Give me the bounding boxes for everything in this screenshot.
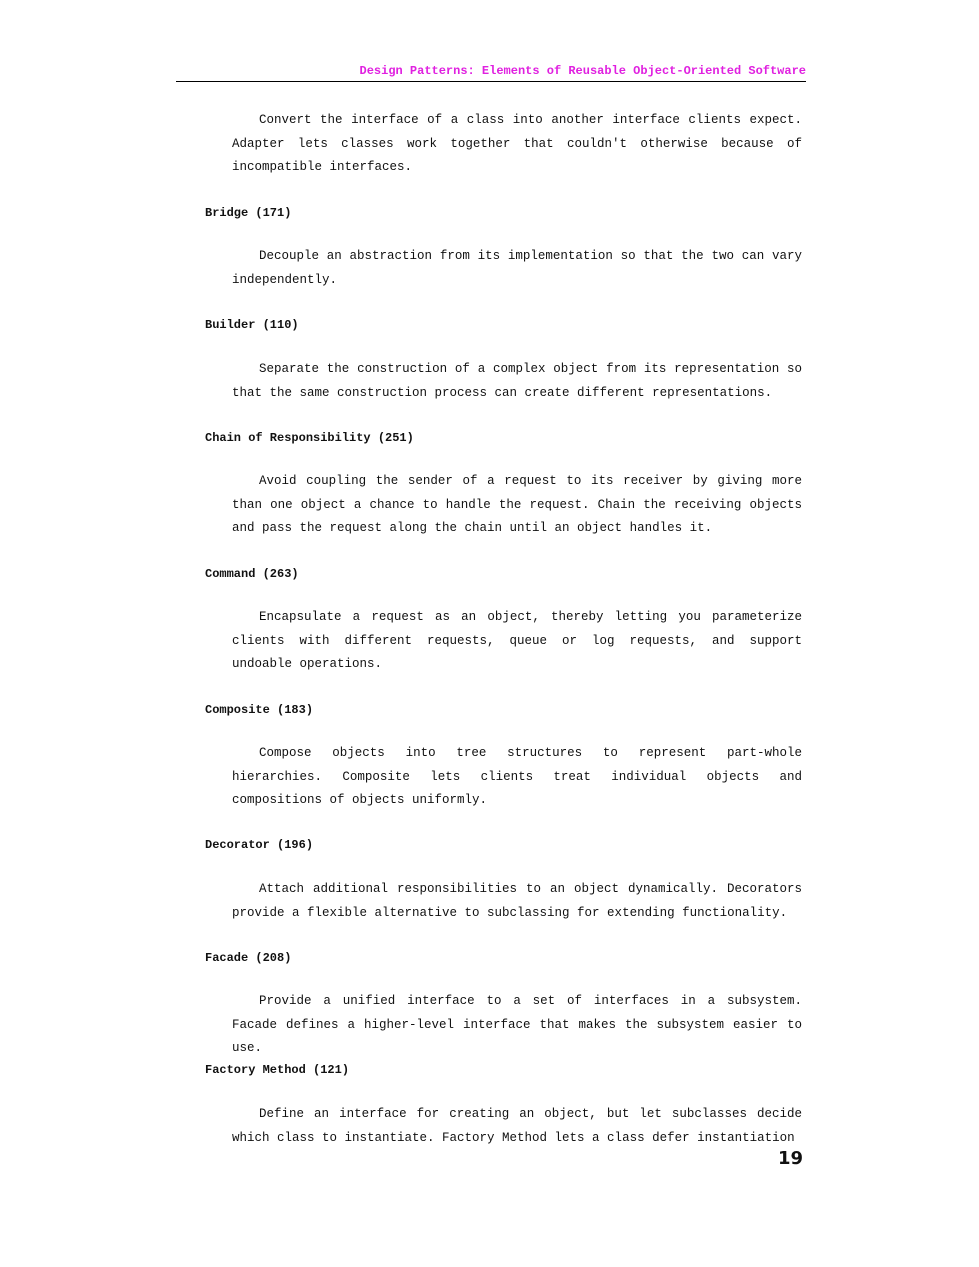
pattern-heading-bridge: Bridge (171) [205,206,292,220]
factory-method-description: Define an interface for creating an object, but let subclasses decide which class to instantiate. Factory Method lets a class defer instantiation [232,1107,802,1145]
pattern-heading-facade: Facade (208) [205,951,292,965]
pattern-heading-decorator: Decorator (196) [205,838,314,852]
builder-description: Separate the construction of a complex object from its representation so that the same construction process can create different representations. [232,362,802,400]
page-number: 19 [777,1148,803,1169]
bridge-description: Decouple an abstraction from its implementation so that the two can vary independently. [232,249,802,287]
facade-description: Provide a unified interface to a set of interfaces in a subsystem. Facade defines a higher-level interface that makes the subsystem easier to use. [232,994,802,1055]
command-description: Encapsulate a request as an object, thereby letting you parameterize clients with different requests, queue or log requests, and support undoable operations. [232,610,802,671]
pattern-heading-builder: Builder (110) [205,318,299,332]
decorator-description: Attach additional responsibilities to an object dynamically. Decorators provide a flexible alternative to subclassing for extending functionality. [232,882,802,920]
composite-description: Compose objects into tree structures to represent part-whole hierarchies. Composite lets clients treat individual objects and compositions of objects uniformly. [232,746,802,807]
pattern-heading-factory-method: Factory Method (121) [205,1063,350,1077]
adapter-description: Convert the interface of a class into another interface clients expect. Adapter lets classes work together that couldn't otherwise because of incompatible interfaces. [232,113,802,174]
pattern-heading-composite: Composite (183) [205,703,314,717]
pattern-heading-command: Command (263) [205,567,299,581]
chain-of-responsibility-description: Avoid coupling the sender of a request to its receiver by giving more than one object a chance to handle the request. Chain the receiving objects and pass the request along the chain until an object handles it. [232,474,802,535]
running-header-title: Design Patterns: Elements of Reusable Object-Oriented Software [359,64,806,78]
header-rule [176,81,806,82]
pattern-heading-chain-of-responsibility: Chain of Responsibility (251) [205,431,414,445]
